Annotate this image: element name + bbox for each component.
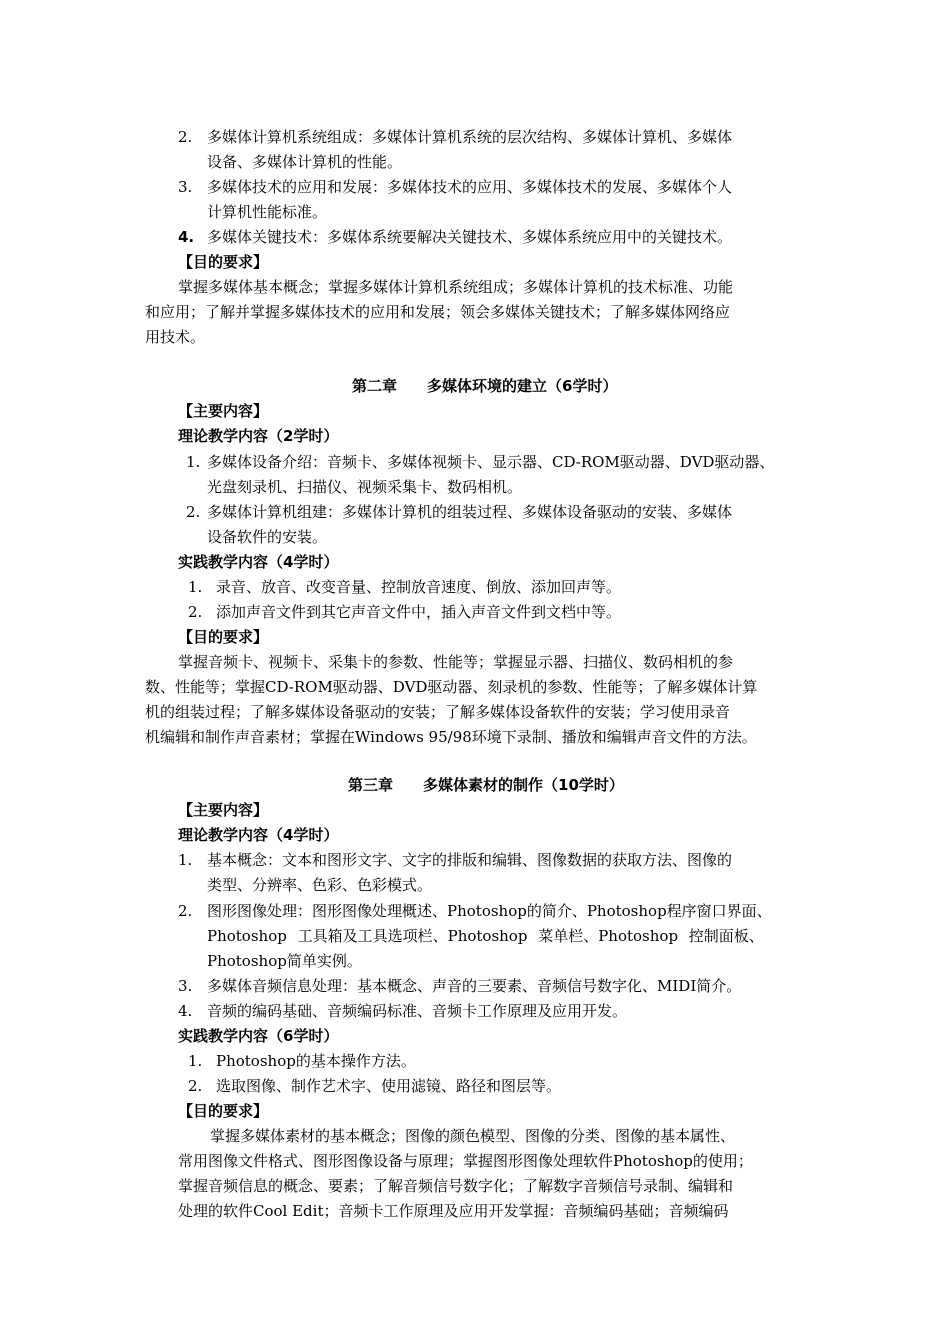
paragraph-line: 机的组装过程；了解多媒体设备驱动的安装；了解多媒体设备软件的安装；学习使用录音 — [145, 703, 731, 721]
list-item-text: 多媒体关键技术：多媒体系统要解决关键技术、多媒体系统应用中的关键技术。 — [207, 228, 733, 246]
paragraph-line: 掌握多媒体基本概念；掌握多媒体计算机系统组成；多媒体计算机的技术标准、功能 — [178, 278, 734, 296]
section-heading-goal: 【目的要求】 — [178, 628, 269, 646]
paragraph-line: 处理的软件Cool Edit；音频卡工作原理及应用开发掌握：音频编码基础；音频编码 — [178, 1202, 729, 1220]
list-number: 4. — [178, 1002, 193, 1020]
list-item-text: 基本概念：文本和图形文字、文字的排版和编辑、图像数据的获取方法、图像的 — [207, 851, 733, 869]
list-item-text: 图形图像处理：图形图像处理概述、Photoshop的简介、Photoshop程序窗口界面、 — [207, 902, 772, 920]
list-number: 1. — [188, 1052, 203, 1070]
list-number: 3. — [178, 977, 193, 995]
list-number: 3. — [178, 178, 193, 196]
list-item-text: 多媒体音频信息处理：基本概念、声音的三要素、音频信号数字化、MIDI简介。 — [207, 977, 742, 995]
list-number: 2. — [186, 503, 201, 521]
list-item-text: Photoshop的基本操作方法。 — [216, 1052, 416, 1070]
list-item-text: 光盘刻录机、扫描仪、视频采集卡、数码相机。 — [207, 478, 523, 496]
list-number: 1. — [186, 453, 201, 471]
list-item-text: 选取图像、制作艺术字、使用滤镜、路径和图层等。 — [216, 1077, 562, 1095]
list-item-text: 多媒体计算机组建：多媒体计算机的组装过程、多媒体设备驱动的安装、多媒体 — [207, 503, 733, 521]
subsection-heading-practice: 实践教学内容（6学时） — [178, 1027, 339, 1045]
paragraph-line: 掌握音频卡、视频卡、采集卡的参数、性能等；掌握显示器、扫描仪、数码相机的参 — [178, 653, 734, 671]
section-heading-main: 【主要内容】 — [178, 402, 269, 420]
paragraph-line: 数、性能等；掌握CD-ROM驱动器、DVD驱动器、刻录机的参数、性能等；了解多媒体计算 — [145, 678, 758, 696]
chapter-title: 第二章 多媒体环境的建立（6学时） — [352, 377, 618, 395]
list-item-text: 多媒体计算机系统组成：多媒体计算机系统的层次结构、多媒体计算机、多媒体 — [207, 128, 733, 146]
paragraph-line: 掌握音频信息的概念、要素；了解音频信号数字化；了解数字音频信号录制、编辑和 — [178, 1177, 734, 1195]
list-number: 4. — [178, 228, 195, 246]
list-number: 1. — [188, 578, 203, 596]
list-number: 2. — [188, 1077, 203, 1095]
list-item-text: 录音、放音、改变音量、控制放音速度、倒放、添加回声等。 — [216, 578, 622, 596]
paragraph-line: 掌握多媒体素材的基本概念；图像的颜色模型、图像的分类、图像的基本属性、 — [210, 1127, 736, 1145]
list-item-text: 设备、多媒体计算机的性能。 — [207, 153, 403, 171]
subsection-heading-theory: 理论教学内容（2学时） — [178, 427, 339, 445]
paragraph-line: 机编辑和制作声音素材；掌握在Windows 95/98环境下录制、播放和编辑声音文件的方法。 — [145, 728, 757, 746]
subsection-heading-theory: 理论教学内容（4学时） — [178, 826, 339, 844]
subsection-heading-practice: 实践教学内容（4学时） — [178, 553, 339, 571]
section-heading-main: 【主要内容】 — [178, 801, 269, 819]
list-number: 1. — [178, 851, 193, 869]
list-number: 2. — [178, 128, 193, 146]
list-item-text: 计算机性能标准。 — [207, 203, 328, 221]
list-item-text: 音频的编码基础、音频编码标准、音频卡工作原理及应用开发。 — [207, 1002, 628, 1020]
list-item-text: 设备软件的安装。 — [207, 528, 328, 546]
section-heading-goal: 【目的要求】 — [178, 1102, 269, 1120]
list-item-text: 添加声音文件到其它声音文件中，插入声音文件到文档中等。 — [216, 603, 622, 621]
list-item-text: Photoshop 工具箱及工具选项栏、Photoshop 菜单栏、Photoshop 控制面板、 — [207, 927, 764, 945]
list-item-text: 多媒体技术的应用和发展：多媒体技术的应用、多媒体技术的发展、多媒体个人 — [207, 178, 733, 196]
section-heading-goal: 【目的要求】 — [178, 253, 269, 271]
list-item-text: Photoshop简单实例。 — [207, 952, 362, 970]
list-number: 2. — [178, 902, 193, 920]
list-item-text: 类型、分辨率、色彩、色彩模式。 — [207, 876, 433, 894]
list-item-text: 多媒体设备介绍：音频卡、多媒体视频卡、显示器、CD-ROM驱动器、DVD驱动器、 — [207, 453, 775, 471]
paragraph-line: 和应用；了解并掌握多媒体技术的应用和发展；领会多媒体关键技术；了解多媒体网络应 — [145, 303, 731, 321]
chapter-title: 第三章 多媒体素材的制作（10学时） — [348, 776, 624, 794]
list-number: 2. — [188, 603, 203, 621]
paragraph-line: 用技术。 — [145, 328, 206, 346]
paragraph-line: 常用图像文件格式、图形图像设备与原理；掌握图形图像处理软件Photoshop的使用； — [178, 1152, 753, 1170]
